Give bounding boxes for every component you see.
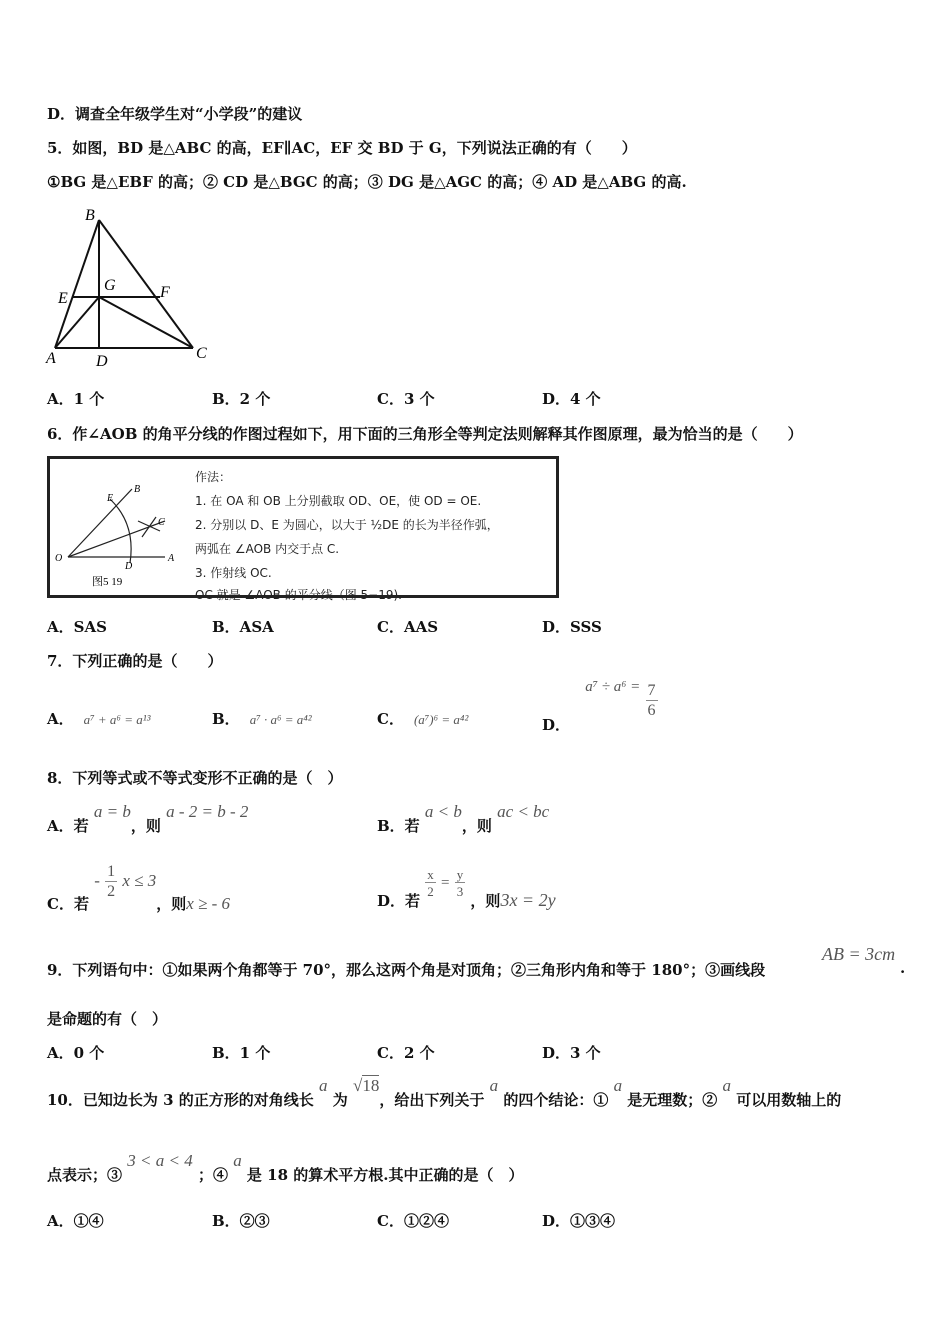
q5-statements: ①BG 是△EBF 的高；② CD 是△BGC 的高；③ DG 是△AGC 的高；④ AD 是△ABG 的高. [47, 173, 687, 191]
q9-line2: 是命题的有（ ） [47, 1010, 168, 1028]
q6-stem: 6．作∠AOB 的角平分线的作图过程如下，用下面的三角形全等判定法则解释其作图原理，最为恰当的是（ ） [47, 425, 803, 443]
q10-option-b[interactable]: B．②③ [212, 1212, 270, 1230]
q5-option-b[interactable]: B．2 个 [212, 390, 271, 408]
label-e: E [58, 290, 68, 307]
q9-option-c[interactable]: C．2 个 [377, 1044, 435, 1062]
q6-option-a[interactable]: A．SAS [47, 618, 107, 636]
q6-option-b[interactable]: B．ASA [212, 618, 274, 636]
q6-construction-box [47, 456, 559, 602]
step-title: 作法： [195, 470, 232, 484]
q10-option-c[interactable]: C．①②④ [377, 1212, 449, 1230]
q9-stem: 9．下列语句中：①如果两个角都等于 70°，那么这两个角是对顶角；②三角形内角和等于 180°；③画线段 [47, 961, 766, 979]
fig-label-d: D [125, 561, 133, 572]
fig-label-o: O [55, 553, 63, 564]
fig-label-a: A [168, 553, 175, 564]
q5-option-a[interactable]: A．1 个 [47, 390, 105, 408]
q8-option-c[interactable]: C．若 - $\frac{1}{2}$ x ≤ 3，则x ≥ - 6 [47, 863, 231, 913]
fig-caption: 图5 19 [92, 576, 123, 588]
q7-option-b[interactable]: B． a⁷ · a⁶ = a⁴² [212, 710, 312, 728]
q6-option-c[interactable]: C．AAS [377, 618, 439, 636]
q9-expression: AB = 3cm [822, 944, 896, 964]
q5-triangle-figure [40, 200, 220, 375]
fig-label-e: E [107, 493, 114, 504]
fig-label-b: B [134, 484, 141, 495]
sqrt-expr: √18 [352, 1076, 380, 1095]
q7-option-d[interactable]: D． a⁷ ÷ a⁶ = $\frac{7}{6}$ [542, 679, 656, 734]
label-d: D [96, 353, 108, 370]
q4-option-d: D．调查全年级学生对“小学段”的建议 [47, 105, 303, 123]
step-1: 1. 在 OA 和 OB 上分别截取 OD、OE，使 OD = OE. [195, 494, 482, 508]
q9-option-b[interactable]: B．1 个 [212, 1044, 271, 1062]
label-b: B [85, 207, 95, 224]
step-2-cont: 两弧在 ∠AOB 内交于点 C. [195, 542, 340, 556]
q5-stem: 5．如图，BD 是△ABC 的高，EF∥AC，EF 交 BD 于 G，下列说法正确的有（ ） [47, 139, 637, 157]
construction-steps [195, 465, 499, 607]
step-3: 3. 作射线 OC. [195, 566, 272, 580]
q9-period: . [900, 959, 906, 977]
q5-option-d[interactable]: D．4 个 [542, 390, 601, 408]
q6-option-d[interactable]: D．SSS [542, 618, 602, 636]
q9-option-d[interactable]: D．3 个 [542, 1044, 601, 1062]
label-g: G [104, 277, 116, 294]
q8-option-a[interactable]: A．若 a = b，则 a - 2 = b - 2 [47, 802, 249, 835]
q6-angle-figure [50, 459, 190, 595]
q8-option-d[interactable]: D．若 $\frac{x}{2}$ = $\frac{y}{3}$ ，则3x = 2y [377, 867, 556, 910]
step-2: 2. 分别以 D、E 为圆心，以大于 ½DE 的长为半径作弧， [195, 518, 499, 532]
q5-option-c[interactable]: C．3 个 [377, 390, 435, 408]
fig-label-c: C [158, 517, 165, 528]
q10-line1: 10．已知边长为 3 的正方形的对角线长 a 为 √18，给出下列关于 a 的四个结论：① a 是无理数；② a 可以用数轴上的 [47, 1076, 842, 1109]
q10-option-a[interactable]: A．①④ [47, 1212, 104, 1230]
q8-option-b[interactable]: B．若 a < b，则 ac < bc [377, 802, 550, 835]
q10-option-d[interactable]: D．①③④ [542, 1212, 616, 1230]
step-conclusion: OC 就是 ∠AOB 的平分线（图 5−19). [195, 588, 402, 602]
q8-stem: 8．下列等式或不等式变形不正确的是（ ） [47, 769, 343, 787]
q7-stem: 7．下列正确的是（ ） [47, 652, 223, 670]
label-f: F [160, 284, 170, 301]
q7-option-c[interactable]: C． (a⁷)⁶ = a⁴² [377, 710, 469, 728]
q9-option-a[interactable]: A．0 个 [47, 1044, 105, 1062]
q10-line2: 点表示；③ 3 < a < 4 ；④ a 是 18 的算术平方根.其中正确的是（ ） [47, 1151, 524, 1184]
label-c: C [196, 345, 207, 362]
label-a: A [46, 350, 56, 367]
q7-option-a[interactable]: A． a⁷ + a⁶ = a¹³ [47, 710, 151, 728]
